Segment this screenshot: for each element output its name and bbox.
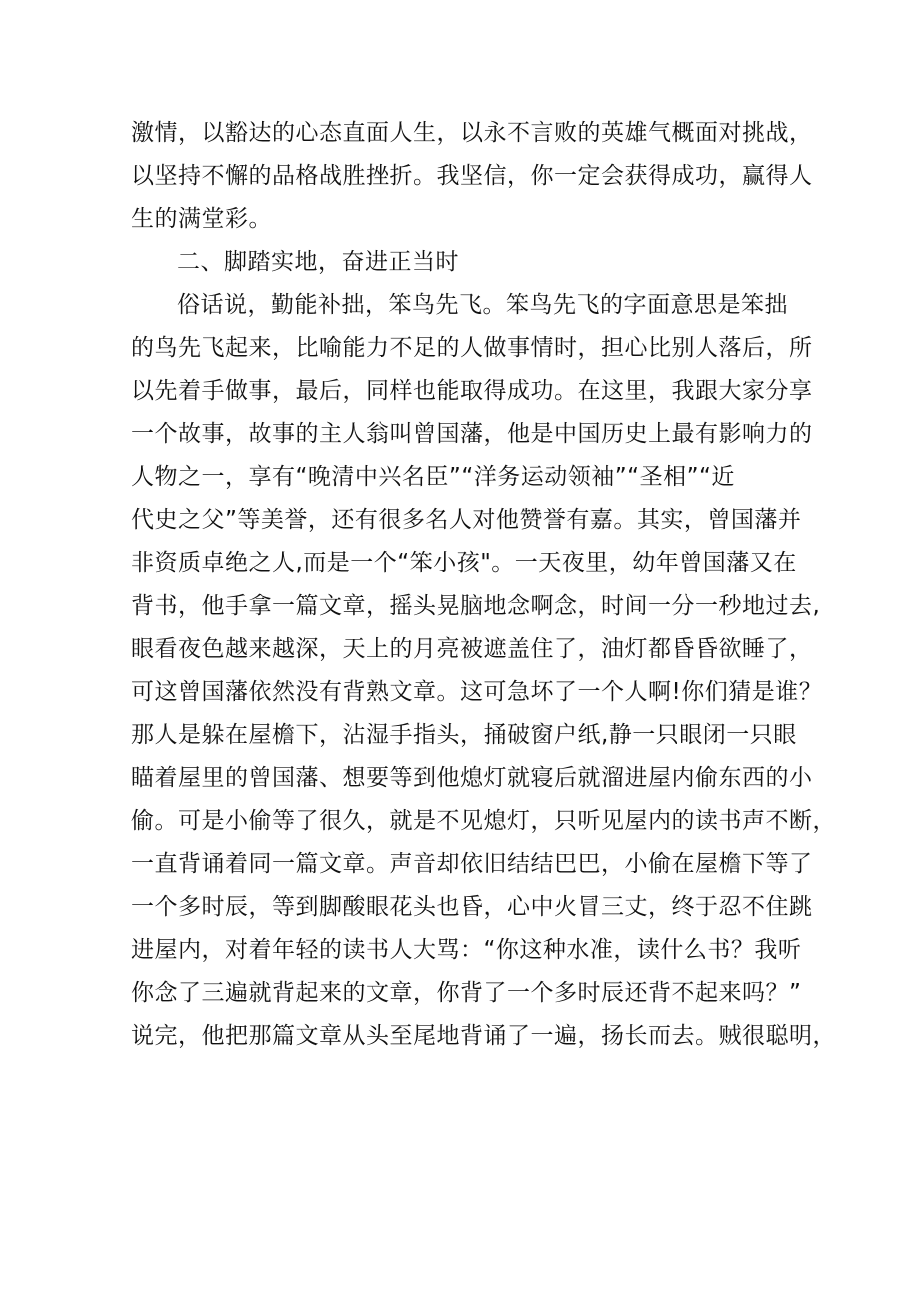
text-line: 激情，以豁达的心态直面人生，以永不言败的英雄气概面对挑战， [131, 120, 813, 146]
text-line: 以先着手做事，最后，同样也能取得成功。在这里，我跟大家分享 [131, 378, 813, 404]
text-line: 那人是躲在屋檐下，沾湿手指头，捅破窗户纸,静一只眼闭一只眼 [131, 722, 797, 748]
text-line: 人物之一，享有“晚清中兴名臣”“洋务运动领袖”“圣相”“近 [131, 464, 735, 490]
text-line: 的鸟先飞起来，比喻能力不足的人做事情时，担心比别人落后，所 [131, 335, 813, 361]
text-line: 你念了三遍就背起来的文章，你背了一个多时辰还背不起来吗？” [131, 980, 802, 1006]
text-line: 可这曾国藩依然没有背熟文章。这可急坏了一个人啊!你们猜是谁？ [131, 679, 823, 705]
text-line: 非资质卓绝之人,而是一个“笨小孩"。一天夜里，幼年曾国藩又在 [131, 550, 797, 576]
text-line: 眼看夜色越来越深，天上的月亮被遮盖住了，油灯都昏昏欲睡了， [131, 636, 813, 662]
text-line: 一直背诵着同一篇文章。声音却依旧结结巴巴，小偷在屋檐下等了 [131, 851, 813, 877]
text-line: 代史之父”等美誉，还有很多名人对他赞誉有嘉。其实，曾国藩并 [131, 507, 802, 533]
document-body [131, 112, 836, 1058]
text-line: 瞄着屋里的曾国藩、想要等到他熄灯就寝后就溜进屋内偷东西的小 [131, 765, 813, 791]
text-line: 背书，他手拿一篇文章，摇头晃脑地念啊念，时间一分一秒地过去, [131, 593, 821, 619]
text-line: 以坚持不懈的品格战胜挫折。我坚信，你一定会获得成功，赢得人 [131, 163, 813, 189]
section-heading: 二、脚踏实地，奋进正当时 [177, 249, 459, 275]
text-line: 生的满堂彩。 [131, 206, 272, 232]
text-line: 进屋内，对着年轻的读书人大骂：“你这种水准，读什么书？我听 [131, 937, 802, 963]
text-line: 一个多时辰，等到脚酸眼花头也昏，心中火冒三丈，终于忍不住跳 [131, 894, 813, 920]
text-line: 俗话说，勤能补拙，笨鸟先飞。笨鸟先飞的字面意思是笨拙 [177, 292, 788, 318]
text-line: 偷。可是小偷等了很久，就是不见熄灯，只听见屋内的读书声不断， [131, 808, 836, 834]
text-line: 说完，他把那篇文章从头至尾地背诵了一遍，扬长而去。贼很聪明， [131, 1023, 836, 1049]
text-line: 一个故事，故事的主人翁叫曾国藩，他是中国历史上最有影响力的 [131, 421, 813, 447]
